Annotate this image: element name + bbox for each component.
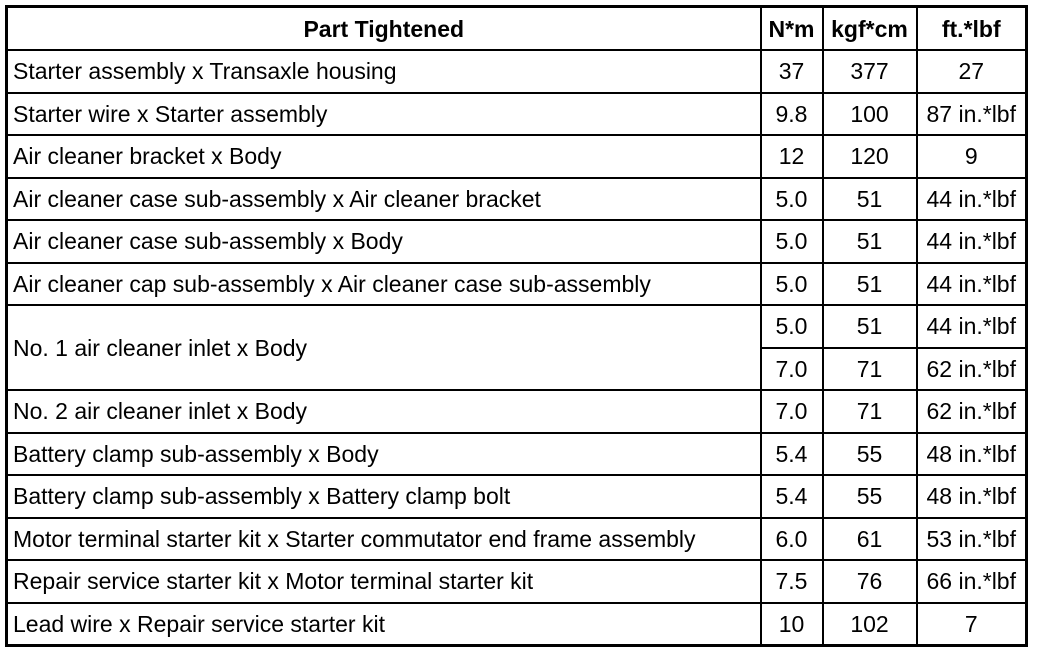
kgfcm-cell: 71 bbox=[823, 348, 917, 391]
table-row bbox=[7, 135, 1027, 178]
table-row bbox=[7, 263, 1027, 306]
table-row bbox=[7, 220, 1027, 263]
header-nm: N*m bbox=[761, 7, 823, 51]
kgfcm-cell: 377 bbox=[823, 50, 917, 93]
ftlbf-cell: 48 in.*lbf bbox=[917, 475, 1027, 518]
table-row bbox=[7, 433, 1027, 476]
torque-spec-table bbox=[5, 5, 1028, 647]
part-cell: No. 1 air cleaner inlet x Body bbox=[7, 305, 761, 390]
table-row bbox=[7, 603, 1027, 646]
table-row bbox=[7, 560, 1027, 603]
table-row bbox=[7, 50, 1027, 93]
table-row bbox=[7, 93, 1027, 136]
part-cell: Repair service starter kit x Motor terminal starter kit bbox=[7, 560, 761, 603]
part-cell: Air cleaner cap sub-assembly x Air cleaner case sub-assembly bbox=[7, 263, 761, 306]
part-cell: Air cleaner bracket x Body bbox=[7, 135, 761, 178]
nm-cell: 7.0 bbox=[761, 348, 823, 391]
ftlbf-cell: 44 in.*lbf bbox=[917, 305, 1027, 348]
kgfcm-cell: 51 bbox=[823, 178, 917, 221]
table-row bbox=[7, 305, 1027, 348]
nm-cell: 12 bbox=[761, 135, 823, 178]
ftlbf-cell: 9 bbox=[917, 135, 1027, 178]
kgfcm-cell: 120 bbox=[823, 135, 917, 178]
ftlbf-cell: 7 bbox=[917, 603, 1027, 646]
nm-cell: 5.4 bbox=[761, 433, 823, 476]
part-cell: Air cleaner case sub-assembly x Body bbox=[7, 220, 761, 263]
part-cell: Starter assembly x Transaxle housing bbox=[7, 50, 761, 93]
table-header-row bbox=[7, 7, 1027, 51]
kgfcm-cell: 102 bbox=[823, 603, 917, 646]
ftlbf-cell: 27 bbox=[917, 50, 1027, 93]
nm-cell: 5.4 bbox=[761, 475, 823, 518]
table-row bbox=[7, 518, 1027, 561]
nm-cell: 6.0 bbox=[761, 518, 823, 561]
table-row bbox=[7, 390, 1027, 433]
ftlbf-cell: 62 in.*lbf bbox=[917, 348, 1027, 391]
ftlbf-cell: 62 in.*lbf bbox=[917, 390, 1027, 433]
kgfcm-cell: 76 bbox=[823, 560, 917, 603]
nm-cell: 5.0 bbox=[761, 263, 823, 306]
header-ftlbf: ft.*lbf bbox=[917, 7, 1027, 51]
ftlbf-cell: 44 in.*lbf bbox=[917, 263, 1027, 306]
nm-cell: 7.5 bbox=[761, 560, 823, 603]
table-row bbox=[7, 178, 1027, 221]
kgfcm-cell: 55 bbox=[823, 433, 917, 476]
ftlbf-cell: 44 in.*lbf bbox=[917, 178, 1027, 221]
header-kgfcm: kgf*cm bbox=[823, 7, 917, 51]
part-cell: Lead wire x Repair service starter kit bbox=[7, 603, 761, 646]
kgfcm-cell: 100 bbox=[823, 93, 917, 136]
part-cell: Starter wire x Starter assembly bbox=[7, 93, 761, 136]
table-row bbox=[7, 475, 1027, 518]
nm-cell: 5.0 bbox=[761, 305, 823, 348]
kgfcm-cell: 51 bbox=[823, 220, 917, 263]
kgfcm-cell: 55 bbox=[823, 475, 917, 518]
nm-cell: 5.0 bbox=[761, 178, 823, 221]
ftlbf-cell: 53 in.*lbf bbox=[917, 518, 1027, 561]
kgfcm-cell: 51 bbox=[823, 263, 917, 306]
ftlbf-cell: 48 in.*lbf bbox=[917, 433, 1027, 476]
part-cell: Motor terminal starter kit x Starter commutator end frame assembly bbox=[7, 518, 761, 561]
kgfcm-cell: 51 bbox=[823, 305, 917, 348]
part-cell: No. 2 air cleaner inlet x Body bbox=[7, 390, 761, 433]
nm-cell: 7.0 bbox=[761, 390, 823, 433]
ftlbf-cell: 87 in.*lbf bbox=[917, 93, 1027, 136]
kgfcm-cell: 61 bbox=[823, 518, 917, 561]
ftlbf-cell: 44 in.*lbf bbox=[917, 220, 1027, 263]
ftlbf-cell: 66 in.*lbf bbox=[917, 560, 1027, 603]
nm-cell: 10 bbox=[761, 603, 823, 646]
part-cell: Air cleaner case sub-assembly x Air cleaner bracket bbox=[7, 178, 761, 221]
nm-cell: 5.0 bbox=[761, 220, 823, 263]
nm-cell: 37 bbox=[761, 50, 823, 93]
header-part-tightened: Part Tightened bbox=[7, 7, 761, 51]
part-cell: Battery clamp sub-assembly x Body bbox=[7, 433, 761, 476]
part-cell: Battery clamp sub-assembly x Battery clamp bolt bbox=[7, 475, 761, 518]
nm-cell: 9.8 bbox=[761, 93, 823, 136]
kgfcm-cell: 71 bbox=[823, 390, 917, 433]
